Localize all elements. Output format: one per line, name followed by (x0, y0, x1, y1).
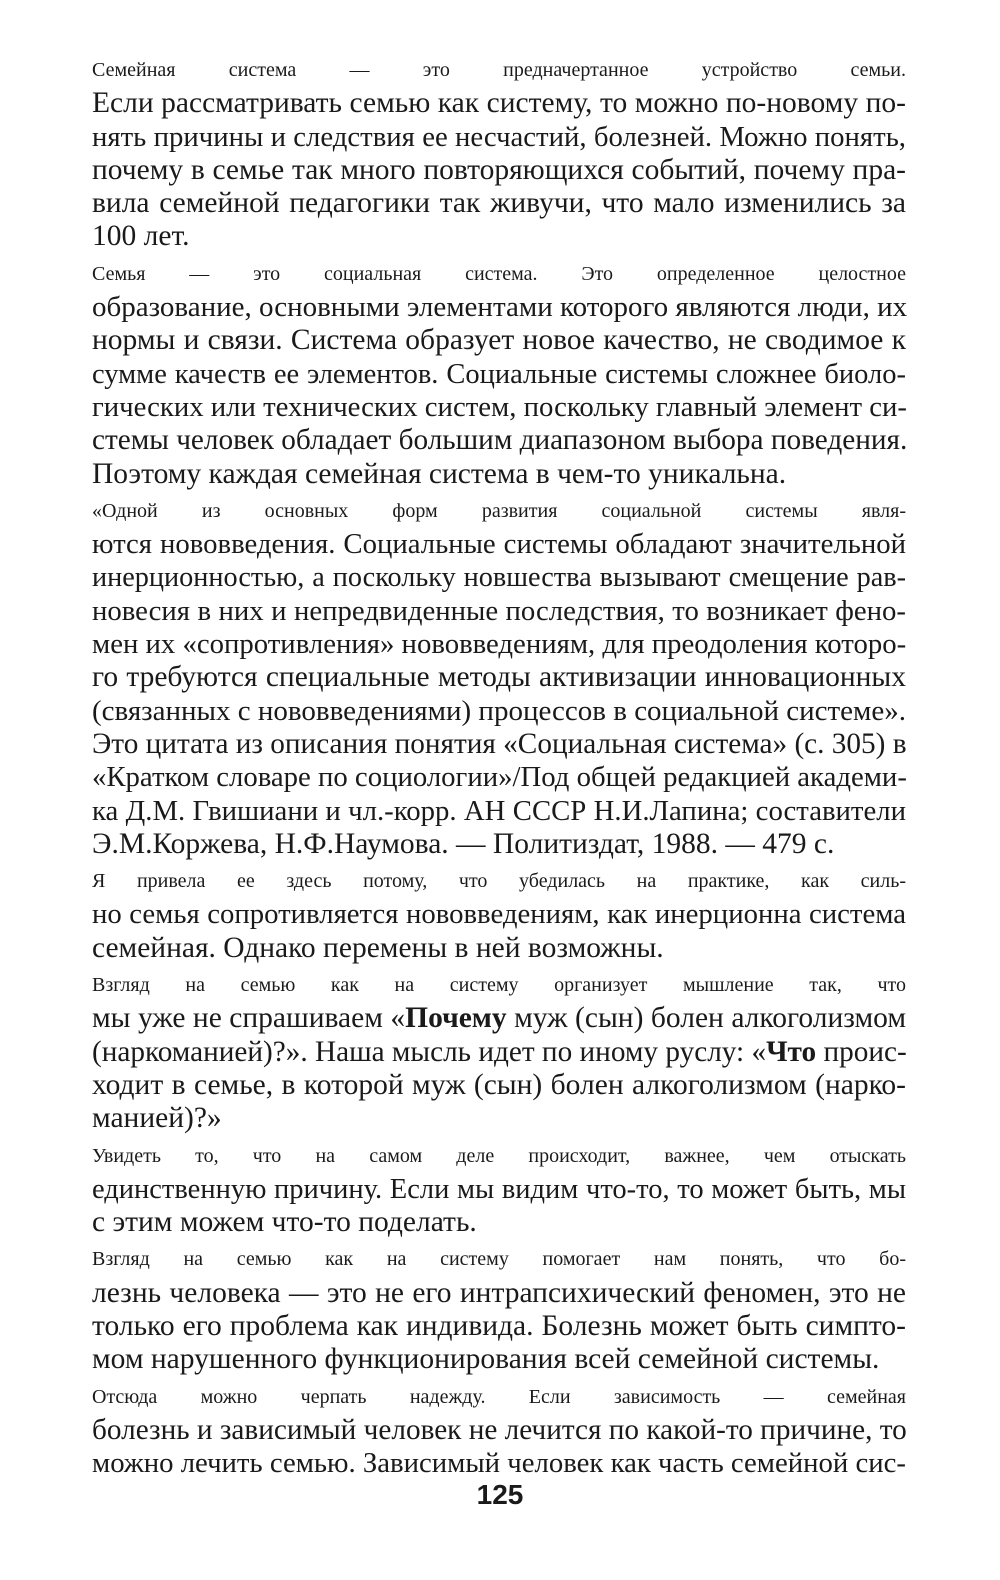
text-line: Семья — это социальная система. Это определенное целостное (92, 262, 906, 285)
text-segment: муж (сын) болен алкоголизмом (506, 1002, 906, 1035)
text-segment: проис- (816, 1035, 907, 1068)
body-text (60, 54, 906, 1484)
text-line: с этим можем что-то поделать. (92, 1206, 477, 1239)
text-line: Семейная система — это предначертанное устройство семьи. (92, 59, 906, 81)
text-line: Я привела ее здесь потому, что убедилась на практике, как силь- (92, 870, 906, 893)
text-line: го требуются специальные методы активизации инновационных (92, 661, 906, 694)
text-line: манией)?» (92, 1102, 222, 1135)
paragraph (60, 258, 906, 491)
text-segment: мы уже не спрашиваем « (92, 1002, 406, 1035)
text-line: новесия в них и непредвиденные последствия, то возникает фено- (92, 594, 906, 627)
text-line: мом нарушенного функционирования всей семейной системы. (92, 1343, 880, 1376)
text-line: Если рассматривать семью как систему, то можно по-новому по- (92, 87, 906, 120)
text-line (60, 1002, 906, 1035)
text-line: «Кратком словаре по социологии»/Под общей редакцией академи- (92, 761, 907, 794)
paragraph (60, 1381, 906, 1481)
text-line: образование, основными элементами которого являются люди, их (92, 291, 908, 324)
text-line: почему в семье так много повторяющихся событий, почему пра- (92, 153, 906, 186)
text-line: болезнь и зависимый человек не лечится по какой-то причине, то (92, 1413, 907, 1446)
paragraph (60, 1140, 906, 1240)
text-line: сумме качеств ее элементов. Социальные системы сложнее биоло- (92, 358, 906, 390)
page-number: 125 (476, 1479, 524, 1510)
paragraph (60, 54, 906, 254)
paragraph (60, 865, 906, 965)
text-line: стемы человек обладает большим диапазоном выбора поведения. (92, 424, 908, 457)
text-line: лезнь человека — это не его интрапсихический феномен, это не (92, 1276, 906, 1309)
text-line: (связанных с нововведениями) процессов в социальной системе». (92, 694, 906, 727)
text-line: инерционностью, а поскольку новшества вызывают смещение рав- (92, 562, 906, 594)
text-line: Увидеть то, что на самом деле происходит, важнее, чем отыскать (92, 1144, 906, 1167)
text-line: нять причины и следствия ее несчастий, болезней. Можно понять, (92, 120, 906, 153)
text-line: семейная. Однако перемены в ней возможны. (92, 931, 664, 964)
text-line: «Одной из основных форм развития социальной системы явля- (92, 499, 906, 522)
text-line: нормы и связи. Система образует новое качество, не сводимое к (92, 324, 906, 357)
text-line: гических или технических систем, поскольку главный элемент си- (92, 390, 907, 423)
text-line: Взгляд на семью как на систему организует мышление так, что (92, 974, 906, 997)
text-segment: (наркоманией)?». Наша мысль идет по иному руслу: « (92, 1035, 767, 1068)
text-line: ходит в семье, в которой муж (сын) болен алкоголизмом (нарко- (92, 1068, 906, 1101)
text-line: Э.М.Коржева, Н.Ф.Наумова. — Политиздат, 1988. — 479 с. (92, 827, 835, 860)
text-line: Поэтому каждая семейная система в чем-то уникальна. (92, 457, 787, 490)
paragraph (60, 1243, 906, 1376)
text-line (60, 1036, 906, 1069)
emphasis-why: Почему (405, 1002, 507, 1035)
text-line: единственную причину. Если мы видим что-то, то может быть, мы (92, 1173, 906, 1205)
text-line: Это цитата из описания понятия «Социальная система» (с. 305) в (92, 727, 907, 760)
emphasis-what: Что (766, 1035, 817, 1068)
text-line: но семья сопротивляется нововведениям, как инерционна система (92, 898, 906, 931)
paragraph (60, 495, 906, 861)
text-line: Взгляд на семью как на систему помогает нам понять, что бо- (92, 1248, 906, 1271)
text-line: ка Д.М. Гвишиани и чл.-корр. АН СССР Н.И.Лапина; составители (92, 794, 906, 827)
text-line: вила семейной педагогики так живучи, что мало изменились за (92, 187, 906, 220)
text-line: Отсюда можно черпать надежду. Если зависимость — семейная (92, 1385, 906, 1408)
text-line: только его проблема как индивида. Болезнь может быть симпто- (92, 1309, 906, 1342)
text-line: можно лечить семью. Зависимый человек как часть семейной сис- (92, 1447, 906, 1480)
text-line: ются нововведения. Социальные системы обладают значительной (92, 528, 906, 561)
paragraph (60, 969, 906, 1135)
text-line: мен их «сопротивления» нововведениям, для преодоления которо- (92, 628, 907, 661)
text-line: 100 лет. (92, 220, 190, 253)
